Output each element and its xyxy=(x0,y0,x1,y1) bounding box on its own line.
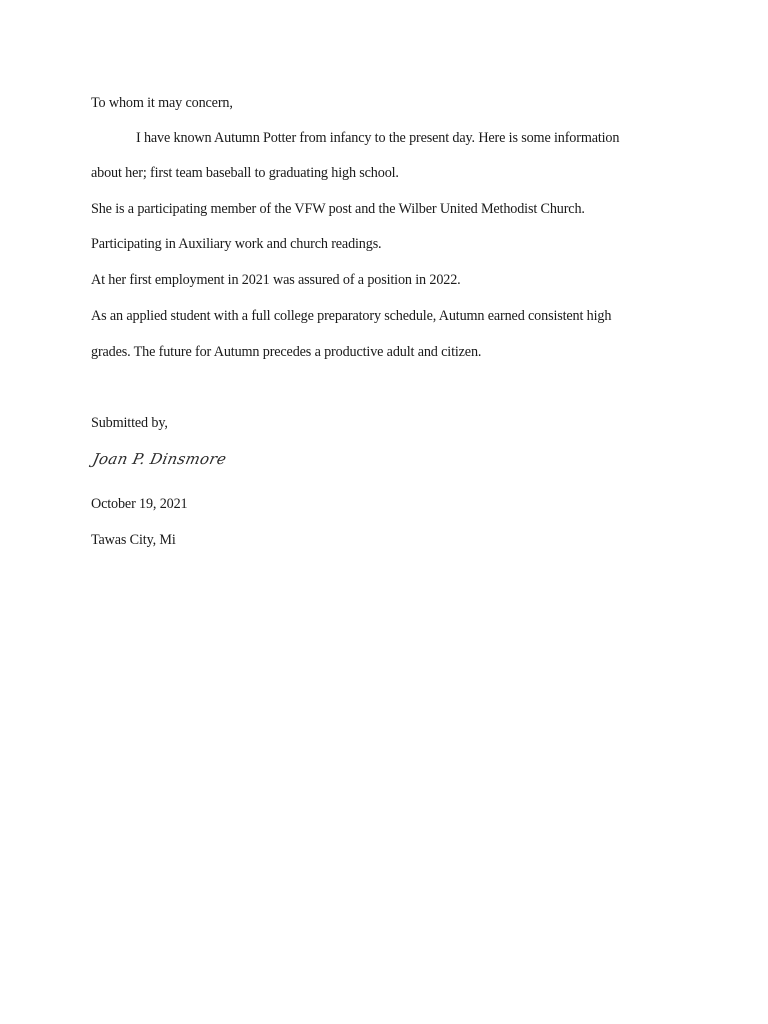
body-line-7: grades. The future for Autumn precedes a productive adult and citizen. xyxy=(91,344,482,360)
closing: Submitted by, xyxy=(91,415,168,431)
body-line-2: about her; first team baseball to graduating high school. xyxy=(91,165,399,181)
body-line-6: As an applied student with a full college preparatory schedule, Autumn earned consistent high xyxy=(91,308,612,324)
signature: Joan P. Dinsmore xyxy=(91,450,229,468)
body-line-4: Participating in Auxiliary work and church readings. xyxy=(91,236,382,252)
body-line-1: I have known Autumn Potter from infancy to the present day. Here is some information xyxy=(136,130,620,146)
location: Tawas City, Mi xyxy=(91,532,176,548)
salutation: To whom it may concern, xyxy=(91,95,233,111)
date: October 19, 2021 xyxy=(91,496,188,512)
body-line-5: At her first employment in 2021 was assured of a position in 2022. xyxy=(91,272,461,288)
body-line-3: She is a participating member of the VFW post and the Wilber United Methodist Church. xyxy=(91,201,585,217)
